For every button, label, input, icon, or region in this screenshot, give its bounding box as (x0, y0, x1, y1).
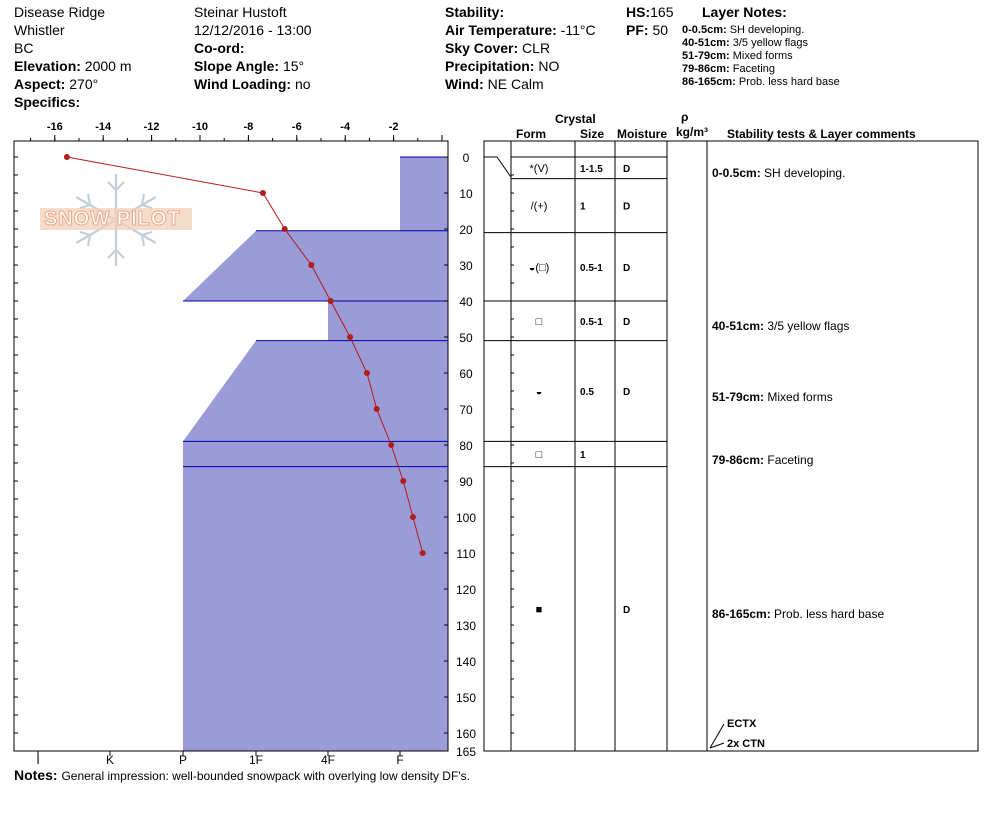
temperature-point (308, 262, 314, 268)
slope-label: Slope Angle: (194, 58, 280, 74)
layer-comment-range: 86-165cm: (712, 607, 771, 621)
layer-comment-range: 40-51cm: (712, 319, 765, 333)
moisture-value: D (623, 316, 631, 328)
hardness-tick-label: P (178, 753, 188, 767)
depth-tick-label: 140 (455, 655, 477, 669)
temperature-point (388, 442, 394, 448)
notes-text: General impression: well-bounded snowpack with overlying low density DF's. (61, 769, 470, 783)
layer-note-range: 40-51cm: (682, 37, 730, 49)
specifics-label: Specifics: (14, 94, 81, 110)
crystal-size: 0.5-1 (580, 262, 603, 274)
depth-tick-label: 130 (455, 619, 477, 633)
crystal-size: 1-1.5 (580, 163, 603, 175)
hardness-tick-label: K (105, 753, 115, 767)
stability-test-pointer (710, 724, 724, 748)
slope-value: 15° (282, 58, 305, 74)
crystal-size: 1 (580, 450, 586, 461)
depth-tick-label: 100 (455, 511, 477, 525)
layer-note-text: 3/5 yellow flags (729, 37, 808, 49)
layer-note-range: 86-165cm: (682, 76, 736, 88)
temp-tick-label: -4 (340, 121, 351, 133)
form-header: Form (516, 127, 546, 141)
temperature-point (364, 370, 370, 376)
crystal-header: Crystal (555, 112, 596, 126)
crystal-form: ◒(□) (528, 261, 550, 274)
layer-note-range: 51-79cm: (682, 50, 730, 62)
precip-value: NO (538, 58, 560, 74)
watermark-text: SNOW PILOT (44, 208, 181, 230)
layer-comment (712, 607, 884, 621)
layer-note-text: Mixed forms (729, 50, 793, 62)
layer-comment (712, 453, 813, 467)
stability-comments-header: Stability tests & Layer comments (727, 127, 916, 141)
layer-note-range: 0-0.5cm: (682, 24, 727, 36)
layer-comment-range: 51-79cm: (712, 390, 765, 404)
wind-loading-label: Wind Loading: (194, 76, 292, 92)
moisture-value: D (623, 387, 631, 398)
crystal-form: *(V) (529, 162, 549, 175)
depth-tick-label: 60 (459, 367, 473, 381)
temperature-point (260, 190, 266, 196)
hardness-tick-label: 1F (248, 753, 264, 767)
temp-tick-label: -14 (95, 121, 112, 133)
stability-test-label: ECTX (727, 718, 757, 730)
temperature-point (328, 298, 334, 304)
temp-tick-label: -6 (291, 121, 302, 133)
moisture-value: D (623, 604, 631, 616)
coord-label: Co-ord: (194, 40, 245, 56)
moisture-value: D (623, 163, 631, 175)
temperature-point (64, 154, 70, 160)
temp-tick-label: -8 (243, 121, 254, 133)
depth-tick-label: 80 (459, 439, 473, 453)
aspect-label: Aspect: (14, 76, 66, 92)
aspect-value: 270° (69, 76, 99, 92)
layer-comment-text: 3/5 yellow flags (764, 319, 850, 333)
crystal-form: ■ (535, 603, 543, 616)
province: BC (14, 40, 34, 56)
pf-value: 50 (652, 22, 669, 38)
temperature-point (347, 334, 353, 340)
layer-comment-text: Mixed forms (764, 390, 833, 404)
layer-note-text: Faceting (729, 63, 775, 75)
hs-label: HS: (626, 4, 651, 20)
wind-label: Wind: (445, 76, 484, 92)
temperature-point (282, 226, 288, 232)
temp-tick-label: -10 (192, 121, 208, 133)
temperature-point (400, 478, 406, 484)
depth-tick-label: 50 (459, 331, 473, 345)
datetime: 12/12/2016 - 13:00 (194, 22, 312, 38)
observer: Steinar Hustoft (194, 4, 287, 20)
sky-label: Sky Cover: (445, 40, 519, 56)
size-header: Size (580, 127, 605, 141)
air-temp-value: -11°C (560, 22, 596, 38)
depth-tick-label: 70 (459, 403, 473, 417)
layer-connector (497, 157, 511, 177)
wind-loading-value: no (294, 76, 311, 92)
hs-value: 165 (650, 4, 674, 20)
stability-label: Stability: (445, 4, 505, 20)
density-unit-header: kg/m³ (676, 125, 709, 139)
stability-test-label: 2x CTN (727, 738, 765, 750)
location: Disease Ridge (14, 4, 106, 20)
crystal-form: ◒ (535, 386, 543, 398)
depth-tick-label: 10 (459, 187, 473, 201)
crystal-size: 0.5 (580, 387, 594, 398)
depth-tick-label: 120 (455, 583, 477, 597)
hardness-tick-label: 4F (320, 753, 336, 767)
layer-comment (712, 166, 845, 180)
depth-tick-label: 0 (462, 151, 470, 165)
crystal-form: □ (535, 449, 543, 461)
layer-notes-title: Layer Notes: (702, 4, 787, 20)
layer-comment-text: Prob. less hard base (770, 607, 885, 621)
crystal-size: 1 (580, 201, 586, 213)
wind-value: NE Calm (487, 76, 544, 92)
layer-note-range: 79-86cm: (682, 63, 730, 75)
layer-comment (712, 319, 849, 333)
temp-tick-label: -12 (143, 121, 160, 133)
hardness-tick-label: I (36, 753, 40, 767)
precip-label: Precipitation: (445, 58, 535, 74)
hardness-profile (183, 157, 448, 751)
pf-label: PF: (626, 22, 649, 38)
crystal-form: /(+) (530, 200, 548, 213)
moisture-value: D (623, 262, 631, 274)
temp-tick-label: -2 (388, 121, 399, 133)
rho-header: ρ (681, 110, 689, 124)
moisture-header: Moisture (617, 127, 668, 141)
layer-comment-text: SH developing. (760, 166, 846, 180)
sky-value: CLR (522, 40, 551, 56)
depth-tick-label: 150 (455, 691, 477, 705)
depth-tick-label: 20 (459, 223, 473, 237)
hardness-tick-label: F (396, 753, 404, 767)
temperature-point (410, 514, 416, 520)
layer-comment (712, 390, 833, 404)
temperature-point (420, 550, 426, 556)
layer-comment-range: 79-86cm: (712, 453, 765, 467)
notes-label: Notes: (14, 767, 58, 783)
layer-comment-range: 0-0.5cm: (712, 166, 761, 180)
depth-tick-label: 40 (459, 295, 473, 309)
crystal-form: □ (535, 315, 543, 328)
crystal-size: 0.5-1 (580, 316, 603, 328)
air-temp-label: Air Temperature: (445, 22, 557, 38)
depth-tick-label: 160 (455, 727, 477, 741)
depth-tick-label: 110 (456, 547, 476, 561)
depth-tick-label: 165 (455, 745, 477, 759)
layer-comment-text: Faceting (764, 453, 814, 467)
elevation-label: Elevation: (14, 58, 81, 74)
temp-tick-label: -16 (46, 121, 63, 133)
elevation-value: 2000 m (84, 58, 132, 74)
layer-note-text: Prob. less hard base (735, 76, 840, 88)
depth-tick-label: 30 (459, 259, 473, 273)
moisture-value: D (623, 201, 631, 213)
layer-note-text: SH developing. (726, 24, 805, 36)
temperature-point (374, 406, 380, 412)
region: Whistler (14, 22, 65, 38)
depth-tick-label: 90 (459, 475, 473, 489)
